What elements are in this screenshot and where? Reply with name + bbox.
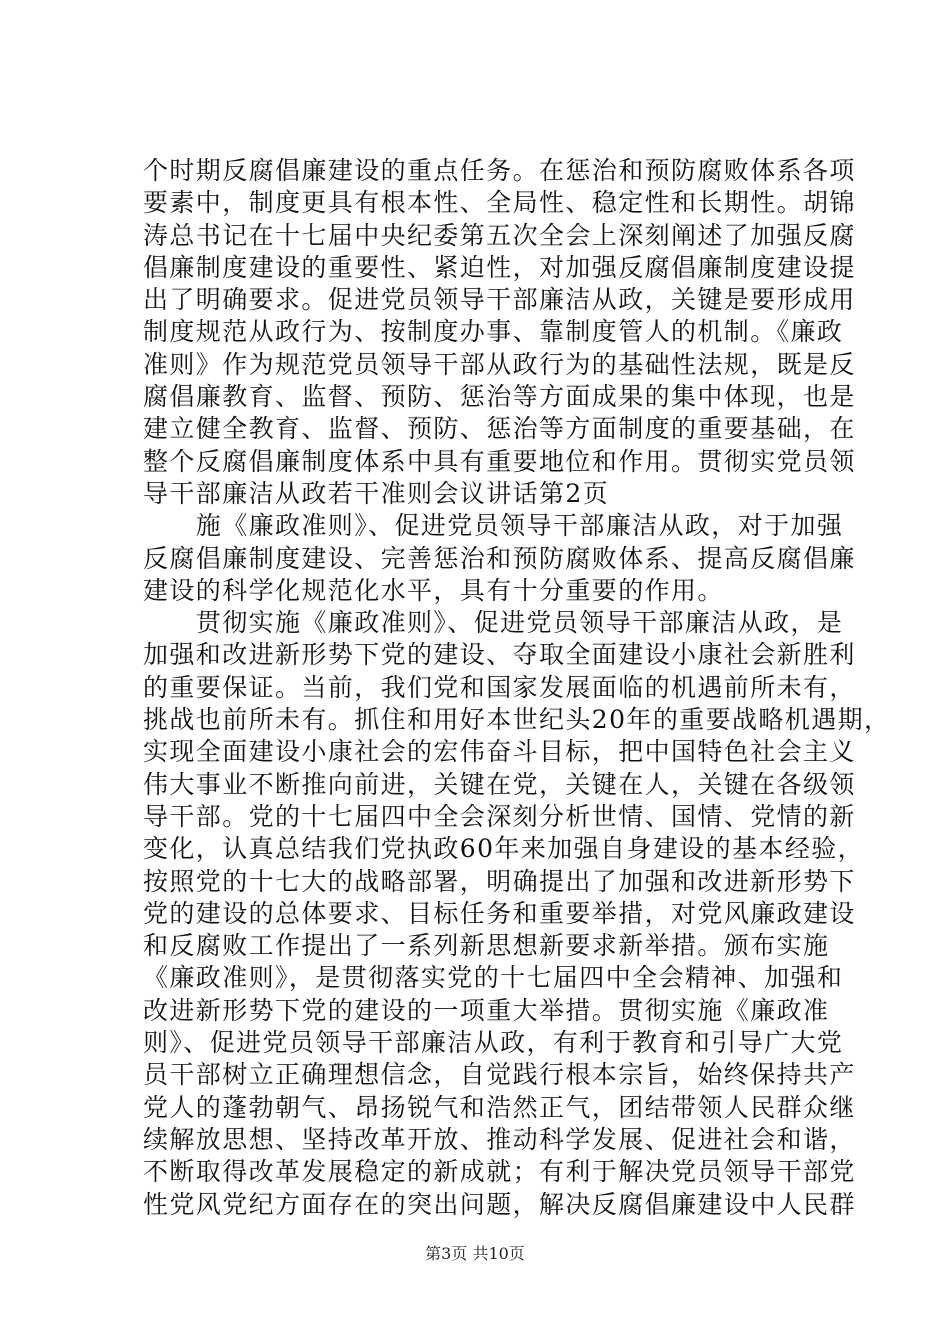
text-line: 建立健全教育、监督、预防、惩治等方面制度的重要基础，在: [143, 414, 856, 444]
text-line: 施《廉政准则》、促进党员领导干部廉洁从政，对于加强: [143, 511, 844, 541]
text-line: 伟大事业不断推向前进，关键在党，关键在人，关键在各级领: [143, 769, 856, 799]
text-line: 则》、促进党员领导干部廉洁从政，有利于教育和引导广大党: [143, 1028, 844, 1058]
text-line: 整个反腐倡廉制度体系中具有重要地位和作用。贯彻实党员领: [143, 446, 856, 476]
page-number-label: 第3页 共10页: [425, 1244, 525, 1263]
text-line: 性党风党纪方面存在的突出问题，解决反腐倡廉建设中人民群: [143, 1189, 856, 1219]
text-line: 党的建设的总体要求、目标任务和重要举措，对党风廉政建设: [143, 898, 856, 928]
text-line: 变化，认真总结我们党执政60年来加强自身建设的基本经验，: [143, 834, 865, 864]
text-line: 导干部廉洁从政若干准则会议讲话第2页: [143, 478, 610, 508]
text-line: 要素中，制度更具有根本性、全局性、稳定性和长期性。胡锦: [143, 188, 856, 218]
text-line: 制度规范从政行为、按制度办事、靠制度管人的机制。《廉政: [143, 317, 844, 347]
text-line: 准则》作为规范党员领导干部从政行为的基础性法规，既是反: [143, 349, 856, 379]
text-line: 贯彻实施《廉政准则》、促进党员领导干部廉洁从政，是: [143, 608, 844, 638]
text-line: 个时期反腐倡廉建设的重点任务。在惩治和预防腐败体系各项: [143, 156, 856, 185]
text-line: 实现全面建设小康社会的宏伟奋斗目标，把中国特色社会主义: [143, 737, 856, 767]
text-line: 的重要保证。当前，我们党和国家发展面临的机遇前所未有，: [143, 672, 856, 702]
text-line: 倡廉制度建设的重要性、紧迫性，对加强反腐倡廉制度建设提: [143, 252, 856, 282]
text-line: 续解放思想、坚持改革开放、推动科学发展、促进社会和谐，: [143, 1124, 856, 1154]
page-footer: [0, 1244, 950, 1264]
text-line: 出了明确要求。促进党员领导干部廉洁从政，关键是要形成用: [143, 285, 856, 315]
text-line: 和反腐败工作提出了一系列新思想新要求新举措。颁布实施: [143, 931, 830, 961]
text-line: 反腐倡廉制度建设、完善惩治和预防腐败体系、提高反腐倡廉: [143, 543, 856, 573]
text-line: 加强和改进新形势下党的建设、夺取全面建设小康社会新胜利: [143, 640, 856, 670]
text-line: 腐倡廉教育、监督、预防、惩治等方面成果的集中体现，也是: [143, 382, 856, 412]
text-line: 导干部。党的十七届四中全会深刻分析世情、国情、党情的新: [143, 801, 856, 831]
text-line: 员干部树立正确理想信念，自觉践行根本宗旨，始终保持共产: [143, 1060, 856, 1090]
text-line: 按照党的十七大的战略部署，明确提出了加强和改进新形势下: [143, 866, 856, 896]
text-line: 不断取得改革发展稳定的新成就；有利于解决党员领导干部党: [143, 1157, 856, 1187]
text-line: 改进新形势下党的建设的一项重大举措。贯彻实施《廉政准: [143, 995, 830, 1025]
body-text: [143, 155, 891, 1221]
text-line: 党人的蓬勃朝气、昂扬锐气和浩然正气，团结带领人民群众继: [143, 1092, 856, 1122]
text-line: 涛总书记在十七届中央纪委第五次全会上深刻阐述了加强反腐: [143, 220, 856, 250]
text-line: 挑战也前所未有。抓住和用好本世纪头20年的重要战略机遇期，: [143, 705, 891, 735]
text-line: 建设的科学化规范化水平，具有十分重要的作用。: [143, 575, 724, 605]
text-line: 《廉政准则》，是贯彻落实党的十七届四中全会精神、加强和: [143, 963, 844, 993]
